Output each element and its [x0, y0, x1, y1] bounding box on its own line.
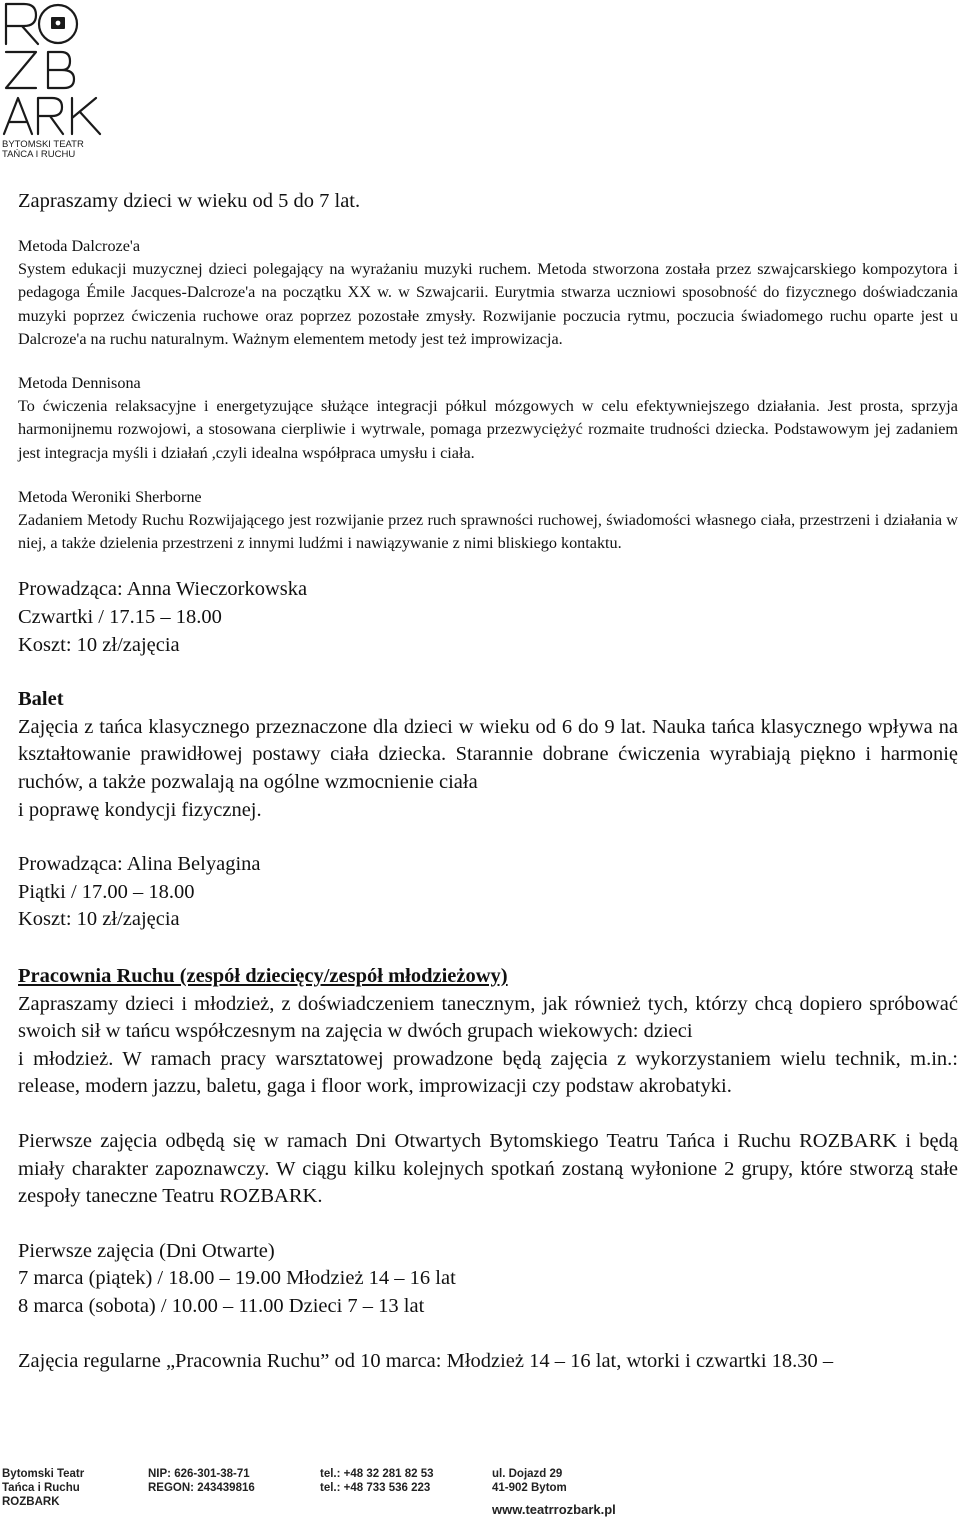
- pracownia-heading: Pracownia Ruchu (zespół dziecięcy/zespół młodzieżowy): [18, 964, 508, 987]
- dennison-text: To ćwiczenia relaksacyjne i energetyzujące służące integracji półkul mózgowych w celu efektywniejszego działania. Jest prosta, sprzyja harmonijnemu rozwojowi, a stosowana cierpliwie i wytrwale, pomaga przezwyciężyć rozmaite trudności dziecka. Podstawowym jej zadaniem jest integracja myśli i działań ,czyli idealna współpraca umysłu i ciała.: [18, 397, 958, 462]
- sherborne-section: [18, 486, 958, 556]
- balet-section: [18, 686, 958, 824]
- footer-org-line2: Tańca i Ruchu: [2, 1482, 80, 1494]
- balet-text-2: i poprawę kondycji fizycznej.: [18, 798, 262, 821]
- dalcroze-heading: Metoda Dalcroze'a: [18, 237, 141, 255]
- info-block-1: [18, 576, 958, 659]
- footer-website-link[interactable]: www.teatrrozbark.pl: [492, 1502, 616, 1517]
- schedule-1: Czwartki / 17.15 – 18.00: [18, 606, 222, 629]
- pracownia-text-3: Pierwsze zajęcia odbędą się w ramach Dni Otwartych Bytomskiego Teatru Tańca i Ruchu ROZBARK i będą miały charakter zapoznawczy. W ciągu kilku kolejnych spotkań zostaną wyłonione 2 grupy, które stworzą stałe zespoły taneczne Teatru ROZBARK.: [18, 1129, 958, 1208]
- first-classes-section: [18, 1238, 958, 1321]
- footer-org: [2, 1467, 84, 1509]
- footer-street: ul. Dojazd 29: [492, 1468, 563, 1480]
- balet-text-1: Zajęcia z tańca klasycznego przeznaczone dla dzieci w wieku od 6 do 9 lat. Nauka tańca klasycznego wpływa na kształtowanie prawidłowej postawy ciała dziecka. Starannie dobrane ćwiczenia wyrabiają piękno i harmonię ruchów, a także pozwalają na ogólne wzmocnienie ciała: [18, 715, 958, 793]
- teacher-2: Prowadząca: Alina Belyagina: [18, 853, 261, 876]
- cost-2: Koszt: 10 zł/zajęcia: [18, 908, 180, 931]
- logo-subtitle: [2, 140, 84, 160]
- schedule-2: Piątki / 17.00 – 18.00: [18, 880, 195, 903]
- dennison-section: [18, 372, 958, 465]
- balet-heading: Balet: [18, 688, 64, 711]
- footer-org-line1: Bytomski Teatr: [2, 1468, 85, 1480]
- footer-ids: [148, 1467, 255, 1495]
- page-footer: [0, 1459, 960, 1526]
- dalcroze-text: System edukacji muzycznej dzieci polegający na wyrażaniu muzyki ruchem. Metoda stworzona została przez szwajcarskiego kompozytora i pedagoga Émile Jacques-Dalcroze'a na początku XX w. w Szwajcarii. Eurytmia stwarza uczniowi sposobność do fizycznego doświadczania muzyki poprzez ćwiczenia ruchowe oraz poprzez pozostałe zmysły. Rozwijanie poczucia rytmu, poczucia świadomego ruchu oparte jest u Dalcroze'a na ruchu naturalnym. Ważnym elementem metody jest też improwizacja.: [18, 260, 958, 348]
- first-classes-line-1: 7 marca (piątek) / 18.00 – 19.00 Młodzież 14 – 16 lat: [18, 1267, 456, 1290]
- first-classes-heading: Pierwsze zajęcia (Dni Otwarte): [18, 1239, 275, 1262]
- footer-city: 41-902 Bytom: [492, 1482, 567, 1494]
- intro-text: Zapraszamy dzieci w wieku od 5 do 7 lat.: [18, 190, 361, 212]
- logo-subtitle-line2: TAŃCA I RUCHU: [2, 149, 76, 160]
- footer-address: [492, 1467, 567, 1495]
- info-block-2: [18, 851, 958, 934]
- pracownia-section: [18, 963, 958, 1211]
- footer-regon: REGON: 243439816: [148, 1482, 255, 1494]
- sherborne-text: Zadaniem Metody Ruchu Rozwijającego jest rozwijanie przez ruch sprawności ruchowej, świadomości własnego ciała, przestrzeni i działania w niej, a także dzielenia przestrzeni z innymi ludźmi i nawiązywanie z nimi bliskiego kontaktu.: [18, 511, 958, 553]
- sherborne-heading: Metoda Weroniki Sherborne: [18, 487, 202, 506]
- regular-classes: Zajęcia regularne „Pracownia Ruchu” od 10 marca: Młodzież 14 – 16 lat, wtorki i czwartki 18.30 –: [18, 1349, 834, 1372]
- dalcroze-section: [18, 235, 958, 351]
- footer-org-line3: ROZBARK: [2, 1496, 60, 1508]
- footer-phones: [320, 1467, 434, 1495]
- cost-1: Koszt: 10 zł/zajęcia: [18, 633, 180, 656]
- footer-nip: NIP: 626-301-38-71: [148, 1468, 250, 1480]
- pracownia-text-1: Zapraszamy dzieci i młodzież, z doświadczeniem tanecznym, jak również tych, którzy chcą dopiero spróbować swoich sił w tańcu współczesnym na zajęcia w dwóch grupach wiekowych: dzieci: [18, 992, 958, 1043]
- rozbark-logo: [0, 0, 110, 165]
- pracownia-text-2: i młodzież. W ramach pracy warsztatowej prowadzone będą zajęcia z wykorzystaniem wielu technik, m.in.: release, modern jazzu, baletu, gaga i floor work, improwizacji czy podstaw akrobatyki.: [18, 1047, 958, 1098]
- document-body: [18, 186, 958, 1375]
- footer-phone-2: tel.: +48 733 536 223: [320, 1482, 431, 1494]
- logo-subtitle-line1: BYTOMSKI TEATR: [2, 139, 84, 150]
- footer-phone-1: tel.: +48 32 281 82 53: [320, 1468, 434, 1480]
- first-classes-line-2: 8 marca (sobota) / 10.00 – 11.00 Dzieci 7 – 13 lat: [18, 1294, 425, 1317]
- dennison-heading: Metoda Dennisona: [18, 374, 141, 393]
- teacher-1: Prowadząca: Anna Wieczorkowska: [18, 578, 308, 601]
